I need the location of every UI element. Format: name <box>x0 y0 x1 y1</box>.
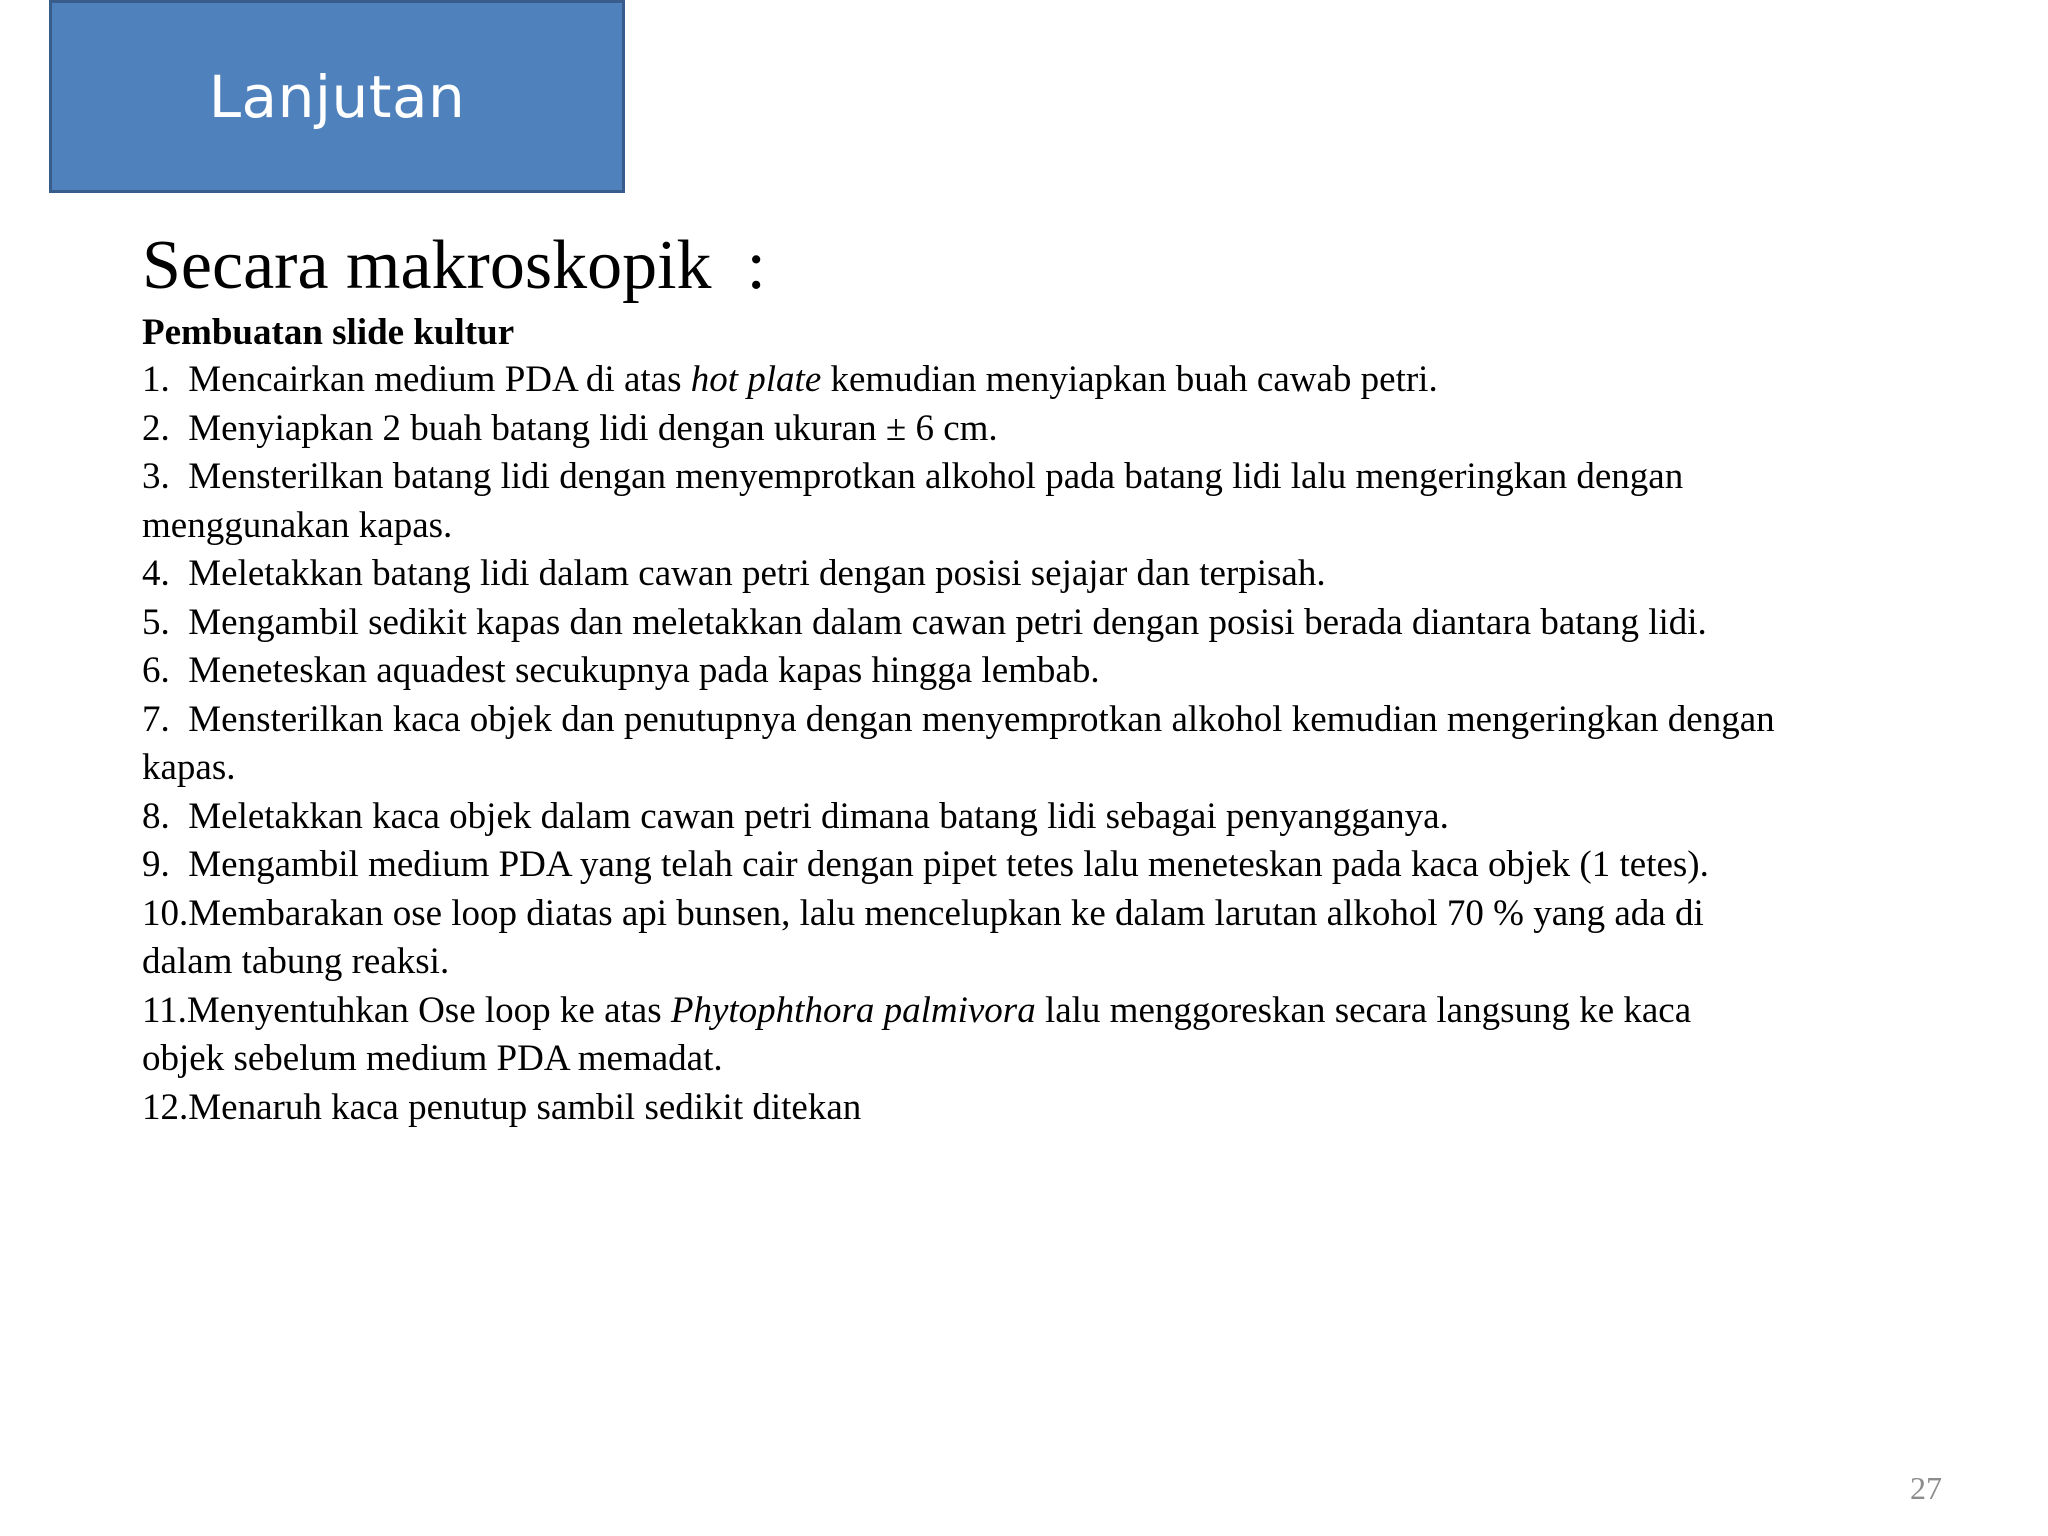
step-number: 9. <box>142 844 189 885</box>
step-text: Menaruh kaca penutup sambil sedikit ditekan <box>188 1086 862 1128</box>
step-item <box>142 453 1782 550</box>
step-item <box>142 793 1782 842</box>
step-text: Meletakkan kaca objek dalam cawan petri dimana batang lidi sebagai penyangganya. <box>188 795 1449 837</box>
step-text-after: kemudian menyiapkan buah cawab petri. <box>821 359 1438 400</box>
step-number: 7. <box>142 698 189 740</box>
step-item <box>142 599 1782 648</box>
step-text: Mencairkan medium PDA di atas <box>188 359 691 400</box>
step-text: Mensterilkan kaca objek dan penutupnya dengan menyemprotkan alkohol kemudian mengeringkan dengan kapas. <box>142 698 1775 788</box>
step-item <box>142 647 1782 696</box>
step-item <box>142 405 1782 454</box>
step-text: Meletakkan batang lidi dalam cawan petri dengan posisi sejajar dan terpisah. <box>188 553 1326 594</box>
step-number: 10. <box>142 892 189 934</box>
step-text: Menyentuhkan Ose loop ke atas <box>186 989 671 1031</box>
section-heading: Secara makroskopik : <box>142 227 766 304</box>
step-number: 12. <box>142 1086 189 1128</box>
step-number: 2. <box>142 407 189 449</box>
step-item <box>142 1084 1782 1133</box>
step-text: Meneteskan aquadest secukupnya pada kapas hingga lembab. <box>188 650 1100 691</box>
step-text-after: lalu menggoreskan secara langsung ke kaca objek sebelum medium PDA memadat. <box>142 989 1692 1079</box>
step-text: Membarakan ose loop diatas api bunsen, lalu mencelupkan ke dalam larutan alkohol 70 % yang ada di dalam tabung reaksi. <box>142 892 1704 982</box>
step-number: 5. <box>142 601 189 643</box>
step-italic-text: Phytophthora palmivora <box>670 989 1036 1031</box>
step-number: 6. <box>142 650 189 691</box>
step-number: 8. <box>142 795 189 837</box>
step-item <box>142 890 1782 987</box>
page-number: 27 <box>1910 1470 1942 1506</box>
step-number: 3. <box>142 456 189 497</box>
step-text: Mengambil medium PDA yang telah cair dengan pipet tetes lalu meneteskan pada kaca objek (1 tetes). <box>188 844 1709 885</box>
steps-list <box>142 356 1782 1132</box>
section-subheading: Pembuatan slide kultur <box>142 312 515 353</box>
step-number: 4. <box>142 553 189 594</box>
title-box <box>49 0 625 193</box>
step-item <box>142 356 1782 405</box>
step-text: Menyiapkan 2 buah batang lidi dengan ukuran ± 6 cm. <box>188 407 998 449</box>
step-item <box>142 550 1782 599</box>
step-number: 1. <box>142 359 189 400</box>
step-number: 11. <box>142 989 187 1031</box>
step-item <box>142 696 1782 793</box>
slide-content <box>142 222 1782 1132</box>
step-text: Mensterilkan batang lidi dengan menyemprotkan alkohol pada batang lidi lalu mengeringkan dengan menggunakan kapas. <box>142 456 1684 546</box>
step-item <box>142 841 1782 890</box>
step-item <box>142 987 1782 1084</box>
step-italic-text: hot plate <box>690 359 822 400</box>
slide-title: Lanjutan <box>208 62 466 131</box>
step-text: Mengambil sedikit kapas dan meletakkan dalam cawan petri dengan posisi berada diantara batang lidi. <box>188 601 1707 643</box>
